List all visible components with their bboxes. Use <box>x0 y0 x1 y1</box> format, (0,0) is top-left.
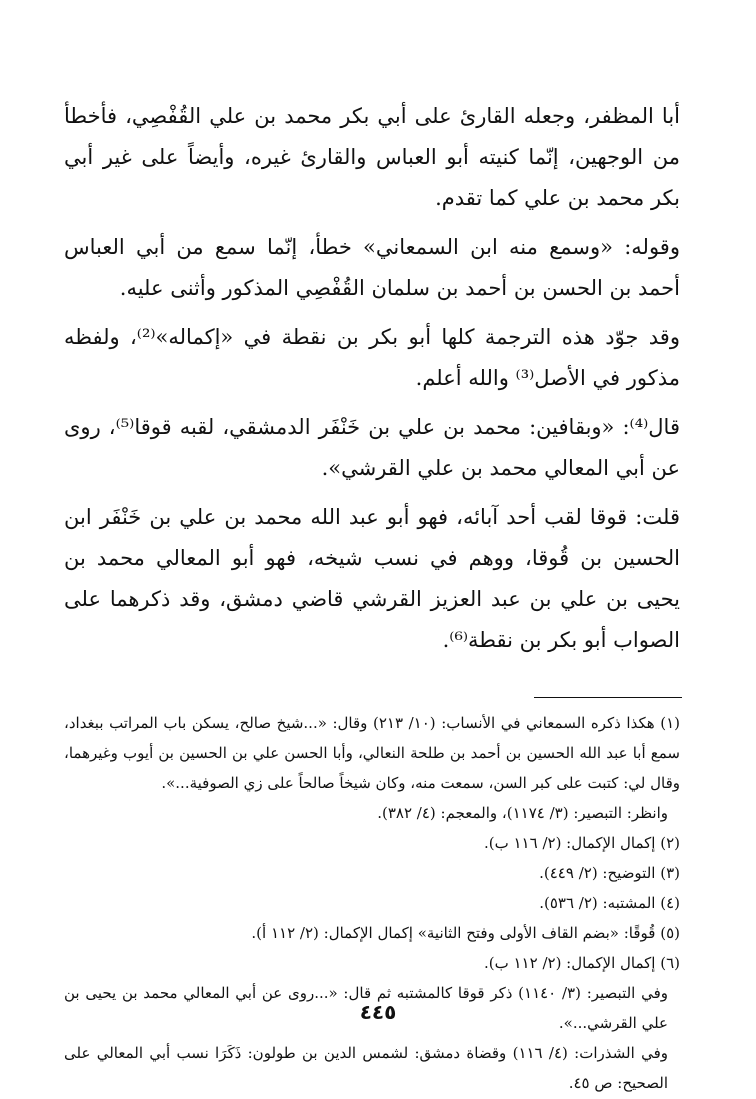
footnote: وانظر: التبصير: (٣/ ١١٧٤)، والمعجم: (٤/ ٣٨٢). <box>377 804 668 822</box>
body-paragraph: أبا المظفر، وجعله القارئ على أبي بكر محمد بن علي القُفْصِي، فأخطأ من الوجهين، إنّما كنيته أبو العباس والقارئ غيره، وأيضاً على غير أبي بكر محمد بن علي كما تقدم. <box>64 104 680 210</box>
footnote: وفي التبصير: (٣/ ١١٤٠) ذكر قوقا كالمشتبه ثم قال: «...روى عن أبي المعالي محمد بن يحيى بن علي القرشي...». <box>64 984 669 1032</box>
body-paragraph: وقوله: «وسمع منه ابن السمعاني» خطأ، إنّما سمع من أبي العباس أحمد بن الحسن بن أحمد بن سلمان القُفْصِي المذكور وأثنى عليه. <box>64 235 680 300</box>
page-number: ٤٤٥ <box>359 1000 397 1024</box>
footnotes <box>64 708 680 1098</box>
footnote: (٣) التوضيح: (٢/ ٤٤٩). <box>539 864 680 882</box>
footnote: (٤) المشتبه: (٢/ ٥٣٦). <box>539 894 680 912</box>
footnote: (١) هكذا ذكره السمعاني في الأنساب: (١٠/ ٢١٣) وقال: «...شيخ صالح، يسكن باب المراتب ببغداد، سمع أبا عبد الله الحسين بن أحمد بن طلحة النعالي، وأبا الحسن علي بن الحسين بن أيوب وغيرهما، وقال لي: كتبت على كبر السن، سمعت منه، وكان شيخاً صالحاً على زي الصوفية...». <box>64 714 680 792</box>
body-paragraph: وقد جوّد هذه الترجمة كلها أبو بكر بن نقطة في «إكماله»⁽²⁾، ولفظه مذكور في الأصل⁽³⁾ والله أعلم. <box>64 325 680 390</box>
footnote: (٢) إكمال الإكمال: (٢/ ١١٦ ب). <box>483 834 680 852</box>
body-paragraph: قال⁽⁴⁾: «وبقافين: محمد بن علي بن خَنْفَر الدمشقي، لقبه قوقا⁽⁵⁾، روى عن أبي المعالي محمد بن علي القرشي». <box>64 415 680 480</box>
body-paragraph: قلت: قوقا لقب أحد آبائه، فهو أبو عبد الله محمد بن علي بن خَنْفَر ابن الحسين بن قُوقا، ووهم في نسب شيخه، فهو أبو المعالي محمد بن يحيى بن علي بن عبد العزيز القرشي قاضي دمشق، وقد ذكرهما على الصواب أبو بكر بن نقطة⁽⁶⁾. <box>64 505 680 652</box>
footnote-separator <box>64 697 680 698</box>
footnote: (٥) قُوقًا: «بضم القاف الأولى وفتح الثانية» إكمال الإكمال: (٢/ ١١٢ أ). <box>251 924 680 942</box>
footnote: (٦) إكمال الإكمال: (٢/ ١١٢ ب). <box>483 954 680 972</box>
footnote: وفي الشذرات: (٤/ ١١٦) وقضاة دمشق: لشمس الدين بن طولون: ذَكَرَا نسب أبي المعالي على الصحيح: ص ٤٥. <box>64 1044 668 1092</box>
